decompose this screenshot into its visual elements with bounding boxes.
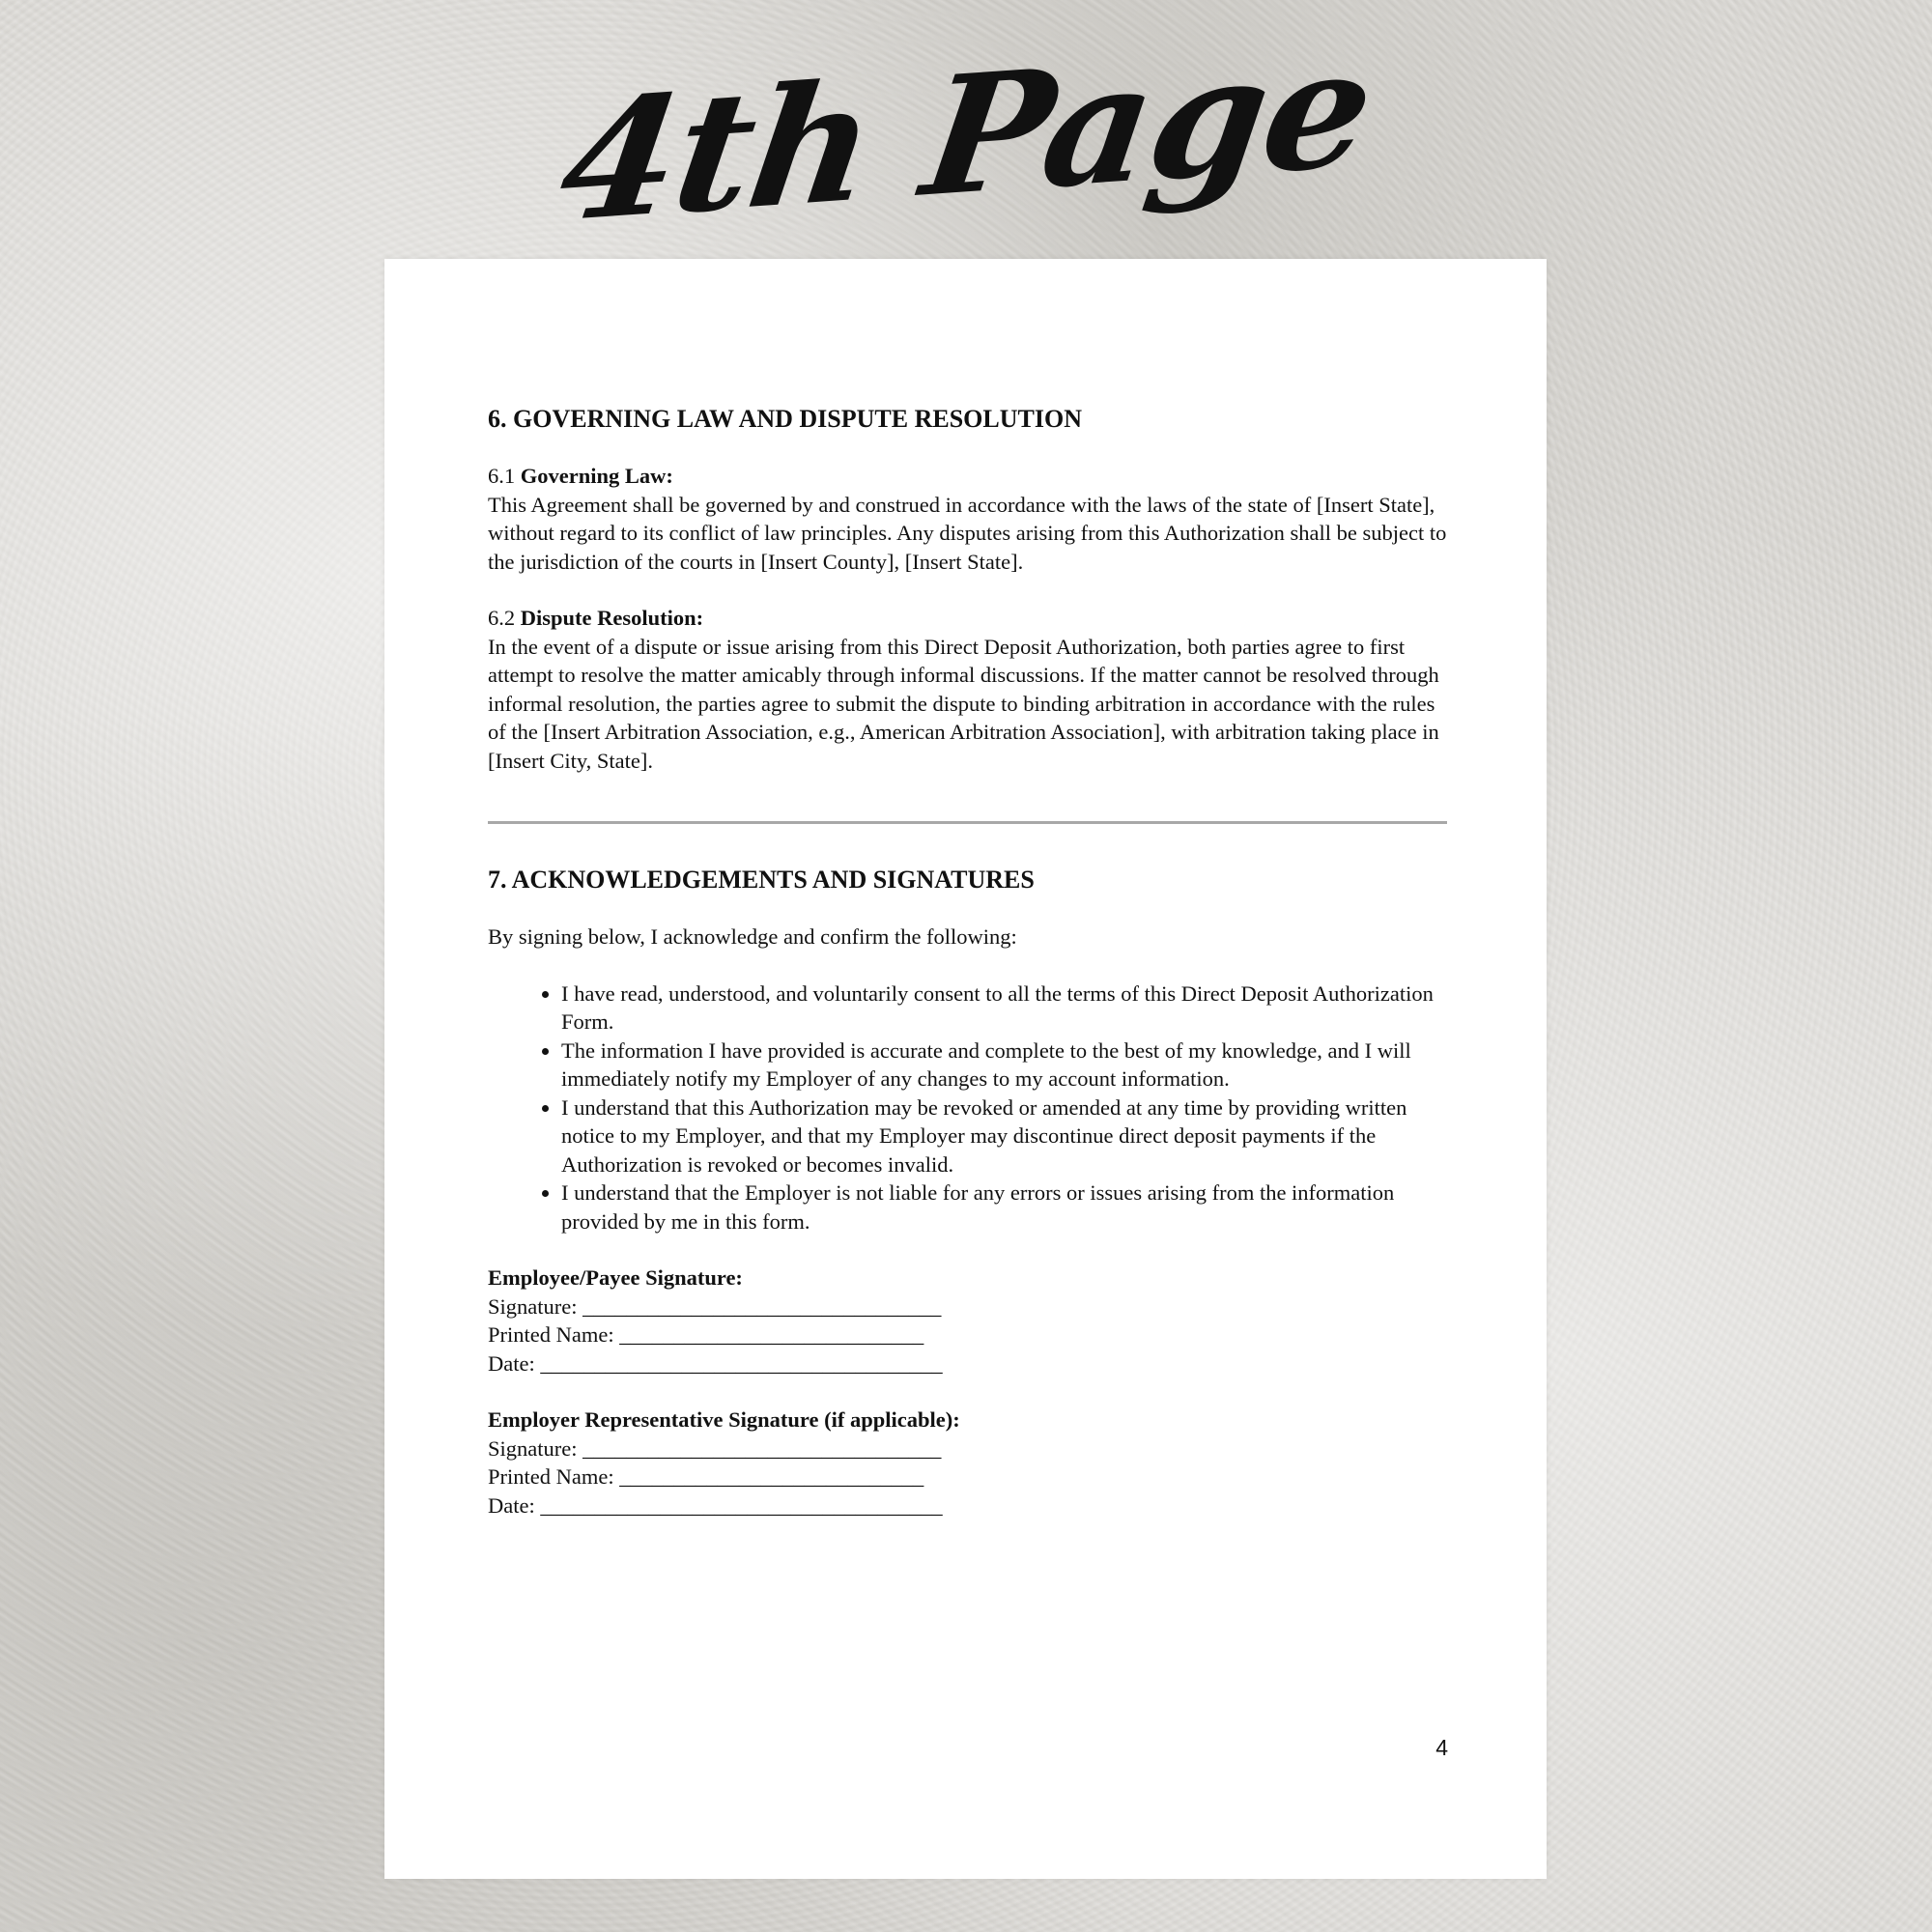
employer-signature-label: Employer Representative Signature (if applicable): xyxy=(488,1407,960,1432)
banner-title: 4th Page xyxy=(549,11,1383,260)
section-7-heading: 7. ACKNOWLEDGEMENTS AND SIGNATURES xyxy=(488,866,1035,894)
subsection-6-1-text: This Agreement shall be governed by and construed in accordance with the laws of the state of [Insert State], without regard to its conflict of law principles. Any disputes arising from this Authorization shall be subject to the jurisdiction of the courts in [Insert County], [Insert State]. xyxy=(488,492,1447,574)
employer-date-line: Date: _____________________________________ xyxy=(488,1492,943,1518)
document-page xyxy=(384,259,1547,1879)
list-item: • I have read, understood, and voluntarily consent to all the terms of this Direct Deposit Authorization Form. xyxy=(561,980,1447,1037)
subsection-number: 6.1 xyxy=(488,464,521,488)
subsection-6-2-text: In the event of a dispute or issue arising from this Direct Deposit Authorization, both parties agree to first attempt to resolve the matter amicably through informal discussions. If the matter cannot be resolved through informal resolution, the parties agree to submit the dispute to binding arbitration in accordance with the rules of the [Insert Arbitration Association, e.g., American Arbitration Association], with arbitration taking place in [Insert City, State]. xyxy=(488,634,1439,773)
list-item: • The information I have provided is accurate and complete to the best of my knowledge, and I will immediately notify my Employer of any changes to my account information. xyxy=(561,1037,1447,1094)
employee-date-line: Date: _____________________________________ xyxy=(488,1350,943,1376)
employee-signature-line: Signature: _________________________________ xyxy=(488,1293,942,1319)
page-banner xyxy=(0,11,1932,260)
employee-signature-label: Employee/Payee Signature: xyxy=(488,1265,743,1290)
employer-printed-name-line: Printed Name: ____________________________ xyxy=(488,1464,924,1489)
acknowledgement-intro: By signing below, I acknowledge and confirm the following: xyxy=(488,924,1017,949)
section-divider xyxy=(488,821,1447,824)
subsection-label: Governing Law: xyxy=(520,464,673,488)
acknowledgement-list xyxy=(488,980,1447,1236)
employee-printed-name-line: Printed Name: ____________________________ xyxy=(488,1322,924,1347)
list-item: • I understand that the Employer is not liable for any errors or issues arising from the information provided by me in this form. xyxy=(561,1179,1447,1236)
page-number: 4 xyxy=(1435,1735,1448,1760)
subsection-6-1-title xyxy=(488,462,1447,491)
employer-signature-line: Signature: _________________________________ xyxy=(488,1435,942,1461)
subsection-6-2-title xyxy=(488,604,1447,633)
section-6-heading: 6. GOVERNING LAW AND DISPUTE RESOLUTION xyxy=(488,405,1082,433)
subsection-label: Dispute Resolution: xyxy=(520,606,704,630)
list-item: • I understand that this Authorization may be revoked or amended at any time by providing written notice to my Employer, and that my Employer may discontinue direct deposit payments if the Authorization is revoked or becomes invalid. xyxy=(561,1094,1447,1179)
subsection-number: 6.2 xyxy=(488,606,521,630)
page-content xyxy=(488,404,1447,1520)
